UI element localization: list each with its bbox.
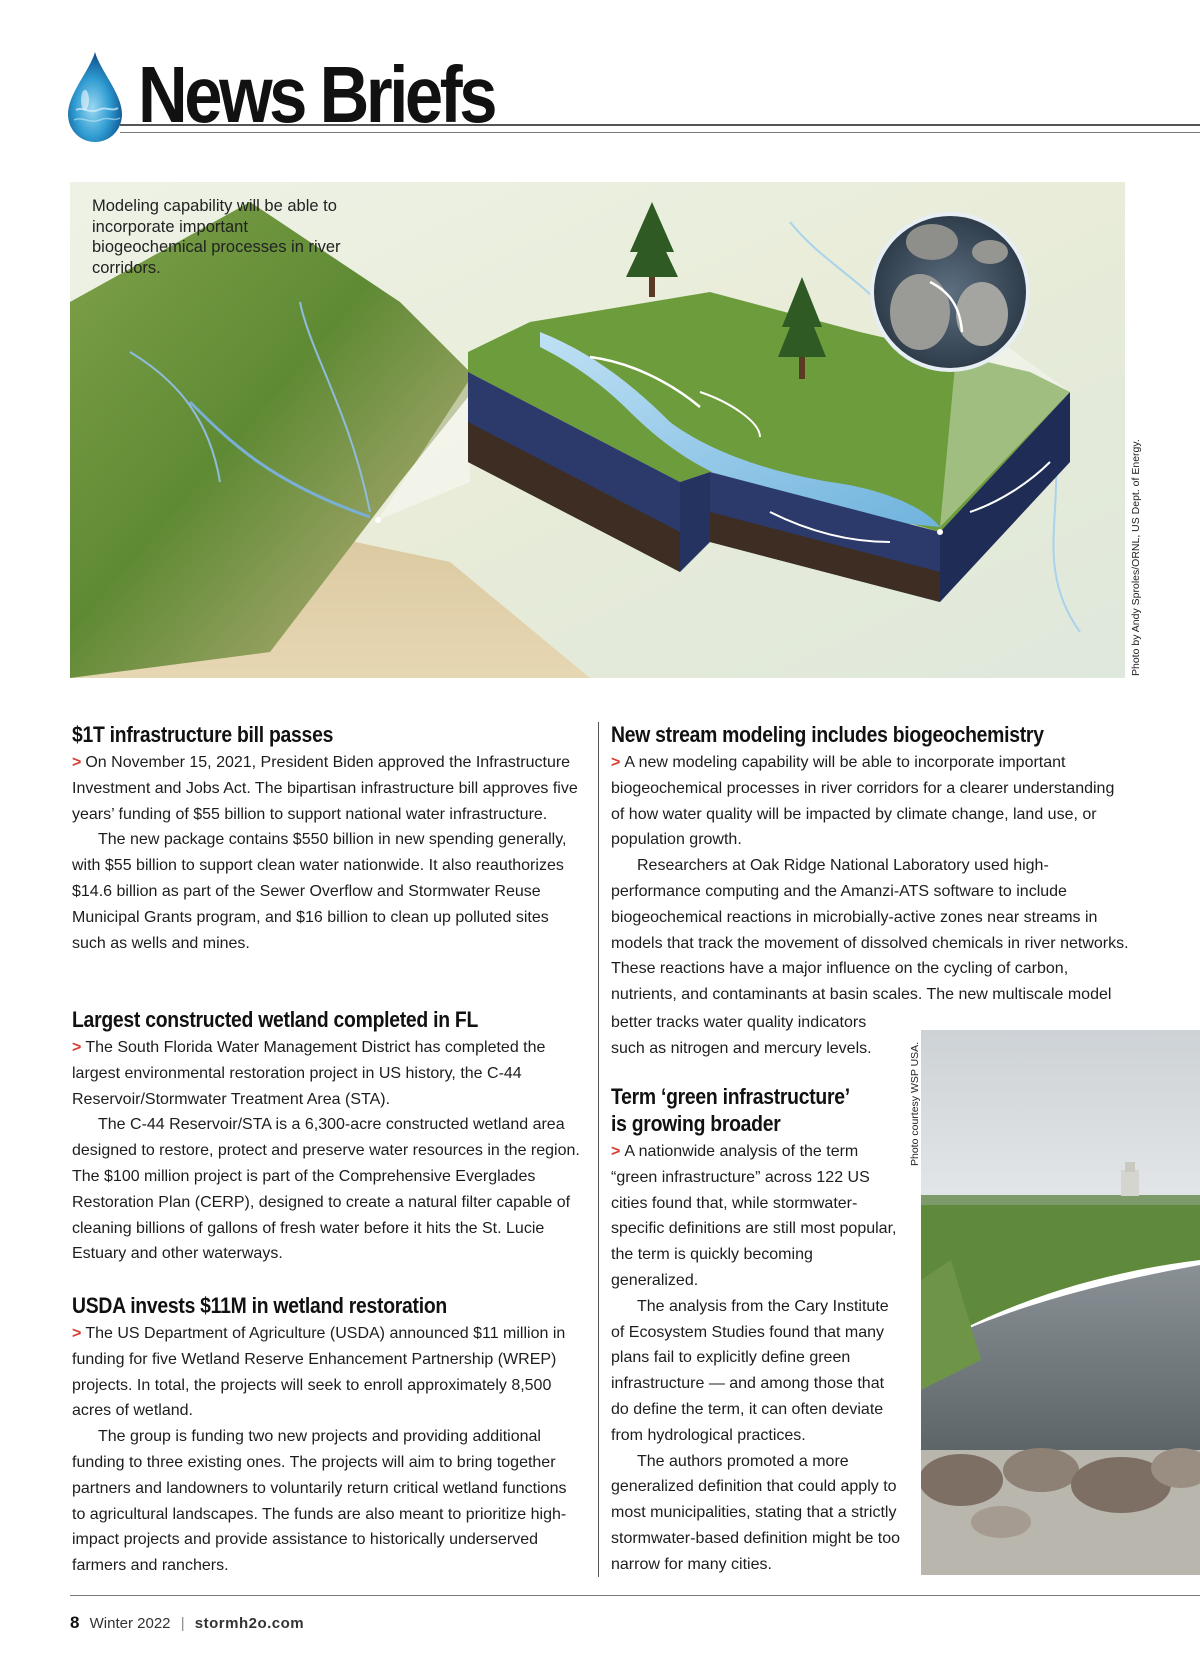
bullet-arrow-icon: > (72, 754, 82, 771)
footer-separator: | (180, 1615, 185, 1632)
bullet-arrow-icon: > (72, 1325, 82, 1342)
article-body-stream-modeling-cont (611, 1010, 881, 1062)
article-body-usda (72, 1321, 582, 1579)
wetland-photo (921, 1030, 1200, 1575)
article-body-wetland-fl (72, 1035, 582, 1267)
article-body-green-infra (611, 1139, 901, 1578)
paragraph: better tracks water quality indicators such as nitrogen and mercury levels. (611, 1014, 872, 1057)
paragraph: The group is funding two new projects and providing additional funding to three existing ones. The projects will aim to bring together partners and landowners to voluntarily return critical wetland functions to agricultural landscapes. The funds are also meant to prioritize high-impact projects and provide assistance to historically underserved farmers and ranchers. (72, 1428, 567, 1575)
article-body-stream-modeling (611, 750, 1131, 1008)
paragraph: On November 15, 2021, President Biden approved the Infrastructure Investment and Jobs Act. The bipartisan infrastructure bill approves five years’ funding of $55 billion to support national water infrastructure. (72, 754, 578, 823)
page-title: News Briefs (138, 50, 495, 139)
water-drop-icon (64, 50, 126, 144)
bullet-arrow-icon: > (611, 1143, 621, 1160)
wetland-photo-credit: Photo courtesy WSP USA. (909, 1041, 921, 1166)
hero-illustration (70, 182, 1125, 678)
article-title-stream-modeling: New stream modeling includes biogeochemistry (611, 722, 1044, 747)
paragraph: The authors promoted a more generalized definition that could apply to most municipalities, stating that a strictly stormwater-based definition might be too narrow for many cities. (611, 1452, 901, 1573)
wetland-canal-image (921, 1030, 1200, 1575)
paragraph: A nationwide analysis of the term “green infrastructure” across 122 US cities found that, while stormwater-specific definitions are still most popular, the term is quickly becoming generalized. (611, 1143, 897, 1289)
paragraph: The analysis from the Cary Institute of Ecosystem Studies found that many plans fail to explicitly define green infrastructure — and among those that do define the term, it can often deviate from hydrological practices. (611, 1297, 889, 1444)
article-title-usda: USDA invests $11M in wetland restoration (72, 1293, 447, 1318)
site-link[interactable]: stormh2o.com (194, 1615, 305, 1632)
article-title-green-infra-line1: Term ‘green infrastructure’ (611, 1084, 850, 1109)
bullet-arrow-icon: > (72, 1039, 82, 1056)
bullet-arrow-icon: > (611, 754, 621, 771)
article-title-wetland-fl: Largest constructed wetland completed in FL (72, 1007, 479, 1032)
paragraph: The US Department of Agriculture (USDA) announced $11 million in funding for five Wetland Reserve Enhancement Partnership (WREP) projects. In total, the projects will seek to enroll approximately 8,500 acres of wetland. (72, 1325, 566, 1420)
page-header (0, 40, 1200, 150)
issue-label: Winter 2022 (89, 1615, 171, 1632)
paragraph: The new package contains $550 billion in new spending generally, with $55 billion to support clean water nationwide. It also reauthorizes $14.6 billion as part of the Sewer Overflow and Stormwater Reuse Municipal Grants program, and $16 billion to clean up polluted sites such as wells and mines. (72, 831, 567, 952)
page-footer (70, 1613, 304, 1633)
page-number: 8 (70, 1613, 80, 1632)
paragraph: Researchers at Oak Ridge National Laboratory used high-performance computing and the Amanzi-ATS software to include biogeochemical reactions in microbially-active zones near streams in models that track the movement of dissolved chemicals in river networks. These reactions have a major influence on the cycling of carbon, nutrients, and contaminants at basin scales. The new multiscale model (611, 857, 1129, 1004)
column-divider (598, 722, 599, 1577)
hero-photo-credit: Photo by Andy Sproles/ORNL, US Dept. of Energy. (1130, 439, 1142, 676)
paragraph: The South Florida Water Management District has completed the largest environmental restoration project in US history, the C-44 Reservoir/Stormwater Treatment Area (STA). (72, 1039, 546, 1108)
article-title-green-infra-line2: is growing broader (611, 1111, 781, 1136)
footer-rule (70, 1595, 1200, 1596)
article-title-infrastructure-bill: $1T infrastructure bill passes (72, 722, 334, 747)
hero-caption: Modeling capability will be able to incorporate important biogeochemical processes in river corridors. (92, 197, 341, 277)
paragraph: The C-44 Reservoir/STA is a 6,300-acre constructed wetland area designed to restore, protect and preserve water resources in the region. The $100 million project is part of the Comprehensive Everglades Restoration Plan (CERP), designed to create a natural filter capable of cleaning billions of gallons of fresh water before it hits the St. Lucie Estuary and other waterways. (72, 1116, 580, 1263)
article-body-infrastructure-bill (72, 750, 582, 956)
paragraph: A new modeling capability will be able to incorporate important biogeochemical processes in river corridors for a clearer understanding of how water quality will be impacted by climate change, land use, or population growth. (611, 754, 1115, 849)
